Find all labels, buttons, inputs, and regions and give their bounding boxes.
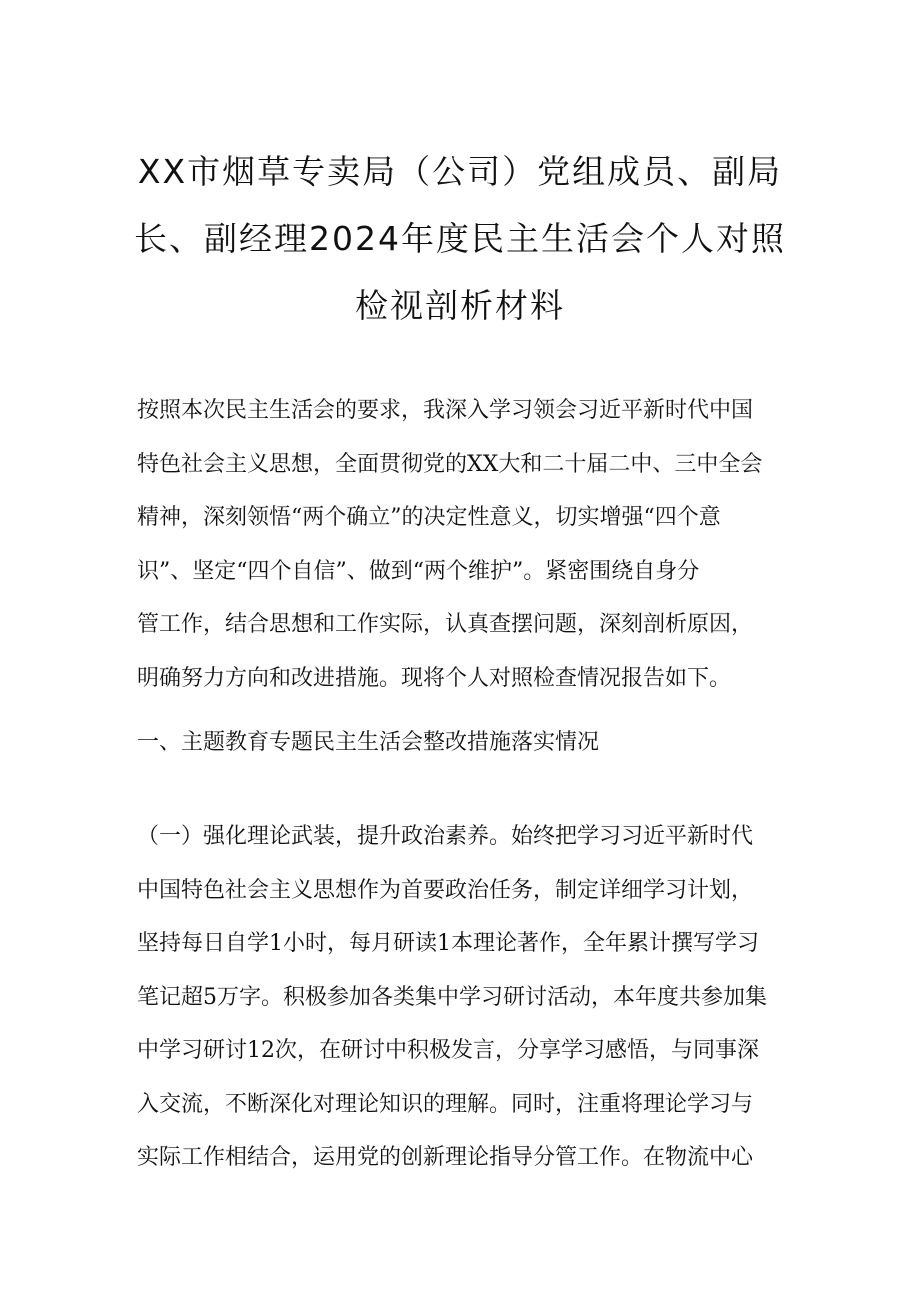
paragraph-line: 入交流，不断深化对理论知识的理解。同时，注重将理论学习与 (137, 1091, 754, 1117)
paragraph-line: 明确努力方向和改进措施。现将个人对照检查情况报告如下。 (137, 665, 732, 691)
paragraph-line: 管工作，结合思想和工作实际，认真查摆问题，深刻剖析原因， (137, 612, 754, 637)
paragraph-line: 中学习研讨12次，在研讨中积极发言，分享学习感悟，与同事深 (137, 1038, 759, 1063)
paragraph-line: 特色社会主义思想，全面贯彻党的XX大和二十届二中、三中全会 (137, 451, 763, 477)
section-paragraph (137, 810, 797, 1185)
paragraph-line: 按照本次民主生活会的要求，我深入学习领会习近平新时代中国 (137, 398, 754, 423)
paragraph-line: （一）强化理论武装，提升政治素养。始终把学习习近平新时代 (137, 824, 754, 849)
title-line: 长、副经理2024年度民主生活会个人对照 (134, 219, 786, 258)
paragraph-line: 坚持每日自学1小时，每月研读1本理论著作，全年累计撰写学习 (137, 931, 759, 956)
paragraph-line: 精神，深刻领悟“两个确立”的决定性意义，切实增强“四个意 (137, 505, 721, 530)
title-line: XX市烟草专卖局（公司）党组成员、副局 (137, 152, 783, 191)
section-heading (137, 716, 797, 770)
paragraph-line: 识”、坚定“四个自信”、做到“两个维护”。紧密围绕自身分 (137, 558, 700, 584)
document-title (120, 138, 800, 339)
intro-paragraph (137, 384, 797, 705)
paragraph-line: 笔记超5万字。积极参加各类集中学习研讨活动，本年度共参加集 (137, 984, 767, 1010)
section-heading-text: 一、主题教育专题民主生活会整改措施落实情况 (137, 730, 600, 755)
paragraph-line: 实际工作相结合，运用党的创新理论指导分管工作。在物流中心 (137, 1145, 754, 1170)
paragraph-line: 中国特色社会主义思想作为首要政治任务，制定详细学习计划， (137, 877, 754, 903)
title-line: 检视剖析材料 (355, 286, 565, 325)
